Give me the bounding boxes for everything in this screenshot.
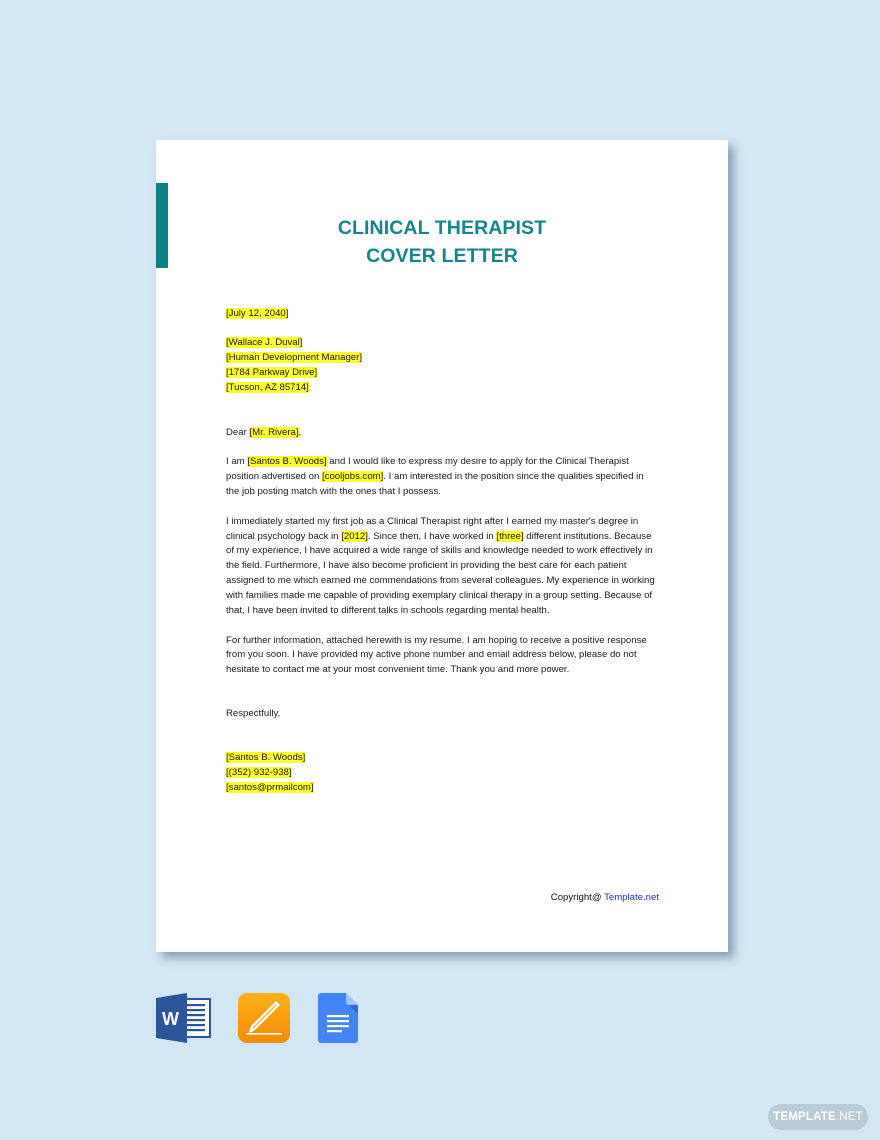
job-website: [cooljobs.com]	[322, 471, 384, 483]
letter-body	[226, 307, 666, 796]
recipient-name: [Wallace J. Duval]	[226, 337, 303, 349]
paragraph-closing: For further information, attached herewith is my resume. I am hoping to receive a positive response from you soon. I have provided my active phone number and email address below, please do not hesitate to contact me at your most convenient time. Thank you and more power.	[226, 634, 647, 676]
document-page	[156, 140, 728, 952]
google-docs-icon[interactable]	[318, 993, 358, 1043]
sender-name-inline: [Santos B. Woods]	[247, 456, 327, 468]
pages-icon[interactable]	[238, 993, 290, 1043]
title-line-2: COVER LETTER	[366, 245, 518, 267]
paragraph-intro: I am [Santos B. Woods] and I would like to express my desire to apply for the Clinical Therapist position advertised on [cooljobs.com]. I am interested in the position since the qualities specified in the job posting match with the ones that I possess.	[226, 456, 644, 498]
date-placeholder: [July 12, 2040]	[226, 308, 289, 319]
recipient-city: [Tucson, AZ 85714]	[226, 382, 309, 394]
closing: Respectfully,	[226, 708, 281, 720]
signature-phone: [(352) 932-938]	[226, 767, 292, 779]
recipient-address	[226, 336, 666, 396]
letter-date	[226, 307, 666, 322]
signature-name: [Santos B. Woods]	[226, 752, 306, 764]
institution-count: [three]	[496, 530, 524, 542]
salutation-name: [Mr. Rivera]	[249, 427, 299, 439]
recipient-title: [Human Development Manager]	[226, 352, 362, 364]
template-net-link[interactable]: Template.net	[604, 892, 659, 903]
salutation: Dear [Mr. Rivera],	[226, 427, 302, 439]
document-title	[156, 214, 728, 270]
graduation-year: [2012]	[341, 530, 368, 542]
signature-email: [santos@prmailcom]	[226, 781, 314, 793]
svg-text:W: W	[162, 1009, 179, 1029]
recipient-street: [1784 Parkway Drive]	[226, 367, 318, 379]
copyright-notice: Copyright@ Template.net	[550, 892, 659, 903]
paragraph-experience: I immediately started my first job as a Clinical Therapist right after I earned my master's degree in clinical psychology back in [2012]. Since then, I have worked in [three] different institutions. Because of my experience, I have acquired a wide range of skills and knowledge needed to work effectively in the field. Furthermore, I have also become proficient in providing the best care for each patient assigned to me which earned me commendations from several colleagues. My experience in working with families made me capable of providing exemplary clinical therapy in a group setting. Because of that, I have been invited to different talks in schools regarding mental health.	[226, 515, 655, 617]
signature-block	[226, 751, 666, 796]
template-net-watermark[interactable]: TEMPLATE.NET	[768, 1104, 868, 1130]
word-icon[interactable]	[156, 993, 212, 1043]
title-line-1: CLINICAL THERAPIST	[337, 217, 547, 239]
